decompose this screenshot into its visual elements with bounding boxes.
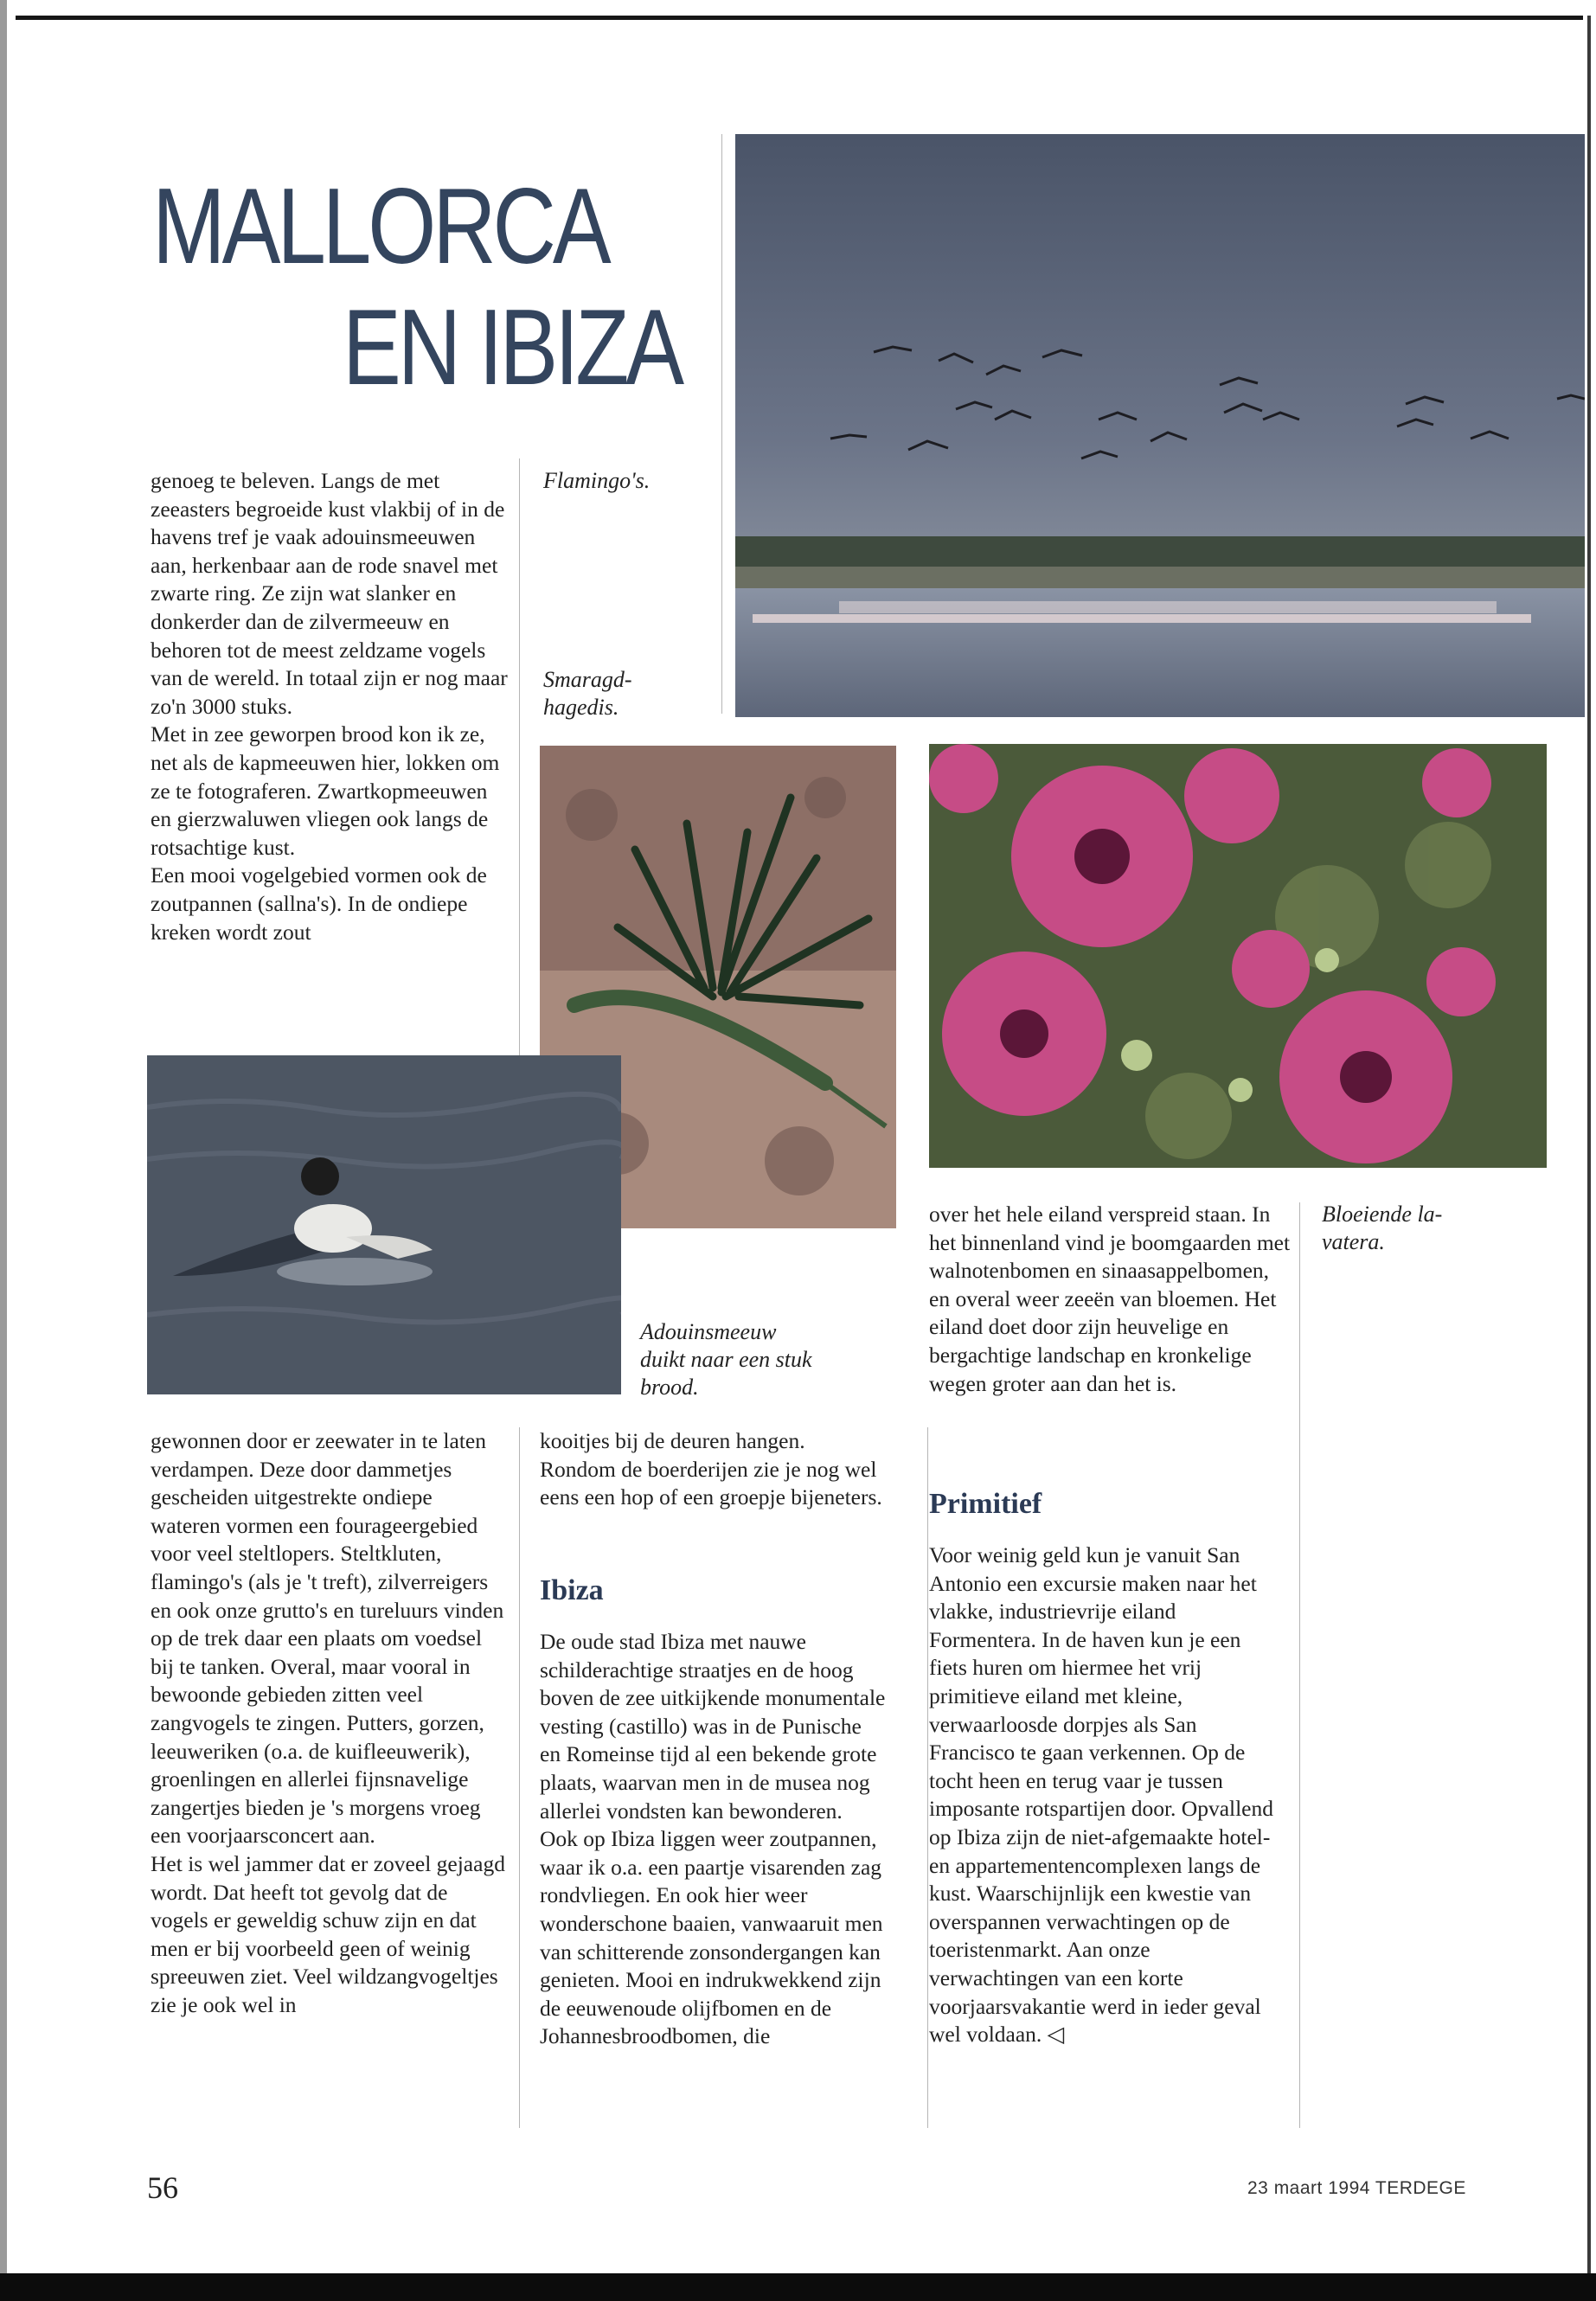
adouin-gull-photo — [147, 1055, 621, 1394]
section-heading-ibiza: Ibiza — [540, 1574, 604, 1606]
caption-gull: Adouinsmeeuw duikt naar een stuk brood. — [640, 1319, 812, 1400]
article-title-line-1: MALLORCA — [152, 167, 608, 286]
article-text-col2-a: kooitjes bij de deuren hangen. Rondom de boerderijen zie je nog wel eens een hop of een groepje bijeneters. — [540, 1428, 882, 1510]
article-text-col2-b: De oude stad Ibiza met nauwe schilderachtige straatjes en de hoog boven de zee uitkijkende monumentale vesting (castillo) was in de Punische en Romeinse tijd al een bekende grote plaats, waarvan men in de musea nog allerlei vondsten kan bewonderen. Ook op Ibiza liggen weer zoutpannen, waar ik o.a. een paartje visarenden zag rondvliegen. En ook hier weer wonderschone baaien, vanwaaruit men van schitterende zonsondergangen kan genieten. Mooi en indrukwekkend zijn de eeuwenoude olijfbomen en de Johannesbroodbomen, die — [540, 1629, 886, 2049]
column-rule — [721, 134, 722, 714]
caption-lavatera: Bloeiende la- vatera. — [1322, 1202, 1443, 1254]
gull-illustration — [147, 1055, 621, 1394]
scan-edge-top — [16, 16, 1583, 20]
lavatera-flower-photo — [929, 744, 1547, 1168]
article-text-col3-b: Voor weinig geld kun je vanuit San Antonio een excursie maken naar het vlakke, industrievrije eiland Formentera. In de haven kun je een fiets huren om hiermee het vrij primitieve eiland met kleine, verwaarloosde dorpjes als San Francisco te gaan verkennen. Op de tocht heen en terug vaar je tussen imposante rotspartijen door. Opvallend op Ibiza zijn de niet-afgemaakte hotel- en appartementencomplexen langs de kust. Waarschijnlijk een kwestie van overspannen verwachtingen op de toeristenmarkt. Aan onze verwachtingen van een korte voorjaarsvakantie werd in ieder geval wel voldaan. ◁ — [929, 1542, 1274, 2048]
column-rule — [519, 458, 520, 1055]
caption-flamingos: Flamingo's. — [543, 468, 651, 493]
column-rule — [927, 1427, 928, 2128]
flamingo-photo — [735, 134, 1585, 717]
scan-edge-left — [0, 0, 7, 2301]
caption-lizard: Smaragd- hagedis. — [543, 667, 632, 720]
scan-edge-right — [1587, 16, 1591, 2284]
issue-credit: 23 maart 1994 TERDEGE — [1247, 2178, 1466, 2198]
scan-edge-bottom — [0, 2273, 1596, 2301]
column-rule — [1299, 1202, 1300, 2128]
article-text-col1-top: genoeg te beleven. Langs de met zeeasters begroeide kust vlakbij of in de havens tref je vaak adouinsmeeuwen aan, herkenbaar aan de rode snavel met zwarte ring. Ze zijn wat slanker en donkerder dan de zilvermeeuw en behoren tot de meest zeldzame vogels van de wereld. In totaal zijn er nog maar zo'n 3000 stuks. Met in zee geworpen brood kon ik ze, net als de kapmeeuwen hier, lokken om ze te fotograferen. Zwartkopmeeuwen en gierzwaluwen vliegen ook langs de rotsachtige kust. Een mooi vogelgebied vormen ook de zoutpannen (sallna's). In de ondiepe kreken wordt zout — [151, 468, 508, 945]
article-text-col1-bottom: gewonnen door er zeewater in te laten verdampen. Deze door dammetjes gescheiden uitgestrekte ondiepe wateren vormen een fourageergebied voor veel steltlopers. Steltkluten, flamingo's (als je 't treft), zilverreigers en ook onze grutto's en tureluurs vinden op de trek daar een plaats om voedsel bij te tanken. Overal, maar vooral in bewoonde gebieden zitten veel zangvogels te zingen. Putters, gorzen, leeuweriken (o.a. de kuifleeuwerik), groenlingen en allerlei fijnsnavelige zangertjes bieden je 's morgens vroeg een voorjaarsconcert aan. Het is wel jammer dat er zoveel gejaagd wordt. Dat heeft tot gevolg dat de vogels er geweldig schuw zijn en dat men er bij voorbeeld geen of weinig spreeuwen ziet. Veel wildzangvogeltjes zie je ook wel in — [151, 1428, 505, 2017]
section-heading-primitief: Primitief — [929, 1488, 1042, 1520]
column-rule — [519, 1427, 520, 2128]
page-number: 56 — [147, 2170, 178, 2205]
flamingo-illustration — [735, 134, 1585, 717]
article-title-line-2: EN IBIZA — [343, 288, 681, 407]
article-text-col3-a: over het hele eiland verspreid staan. In het binnenland vind je boomgaarden met walnotenbomen en sinaasappelbomen, en overal weer zeeën van bloemen. Het eiland doet door zijn heuvelige en bergachtige landschap en kronkelige wegen groter aan dan het is. — [929, 1202, 1291, 1396]
lavatera-illustration — [929, 744, 1547, 1168]
